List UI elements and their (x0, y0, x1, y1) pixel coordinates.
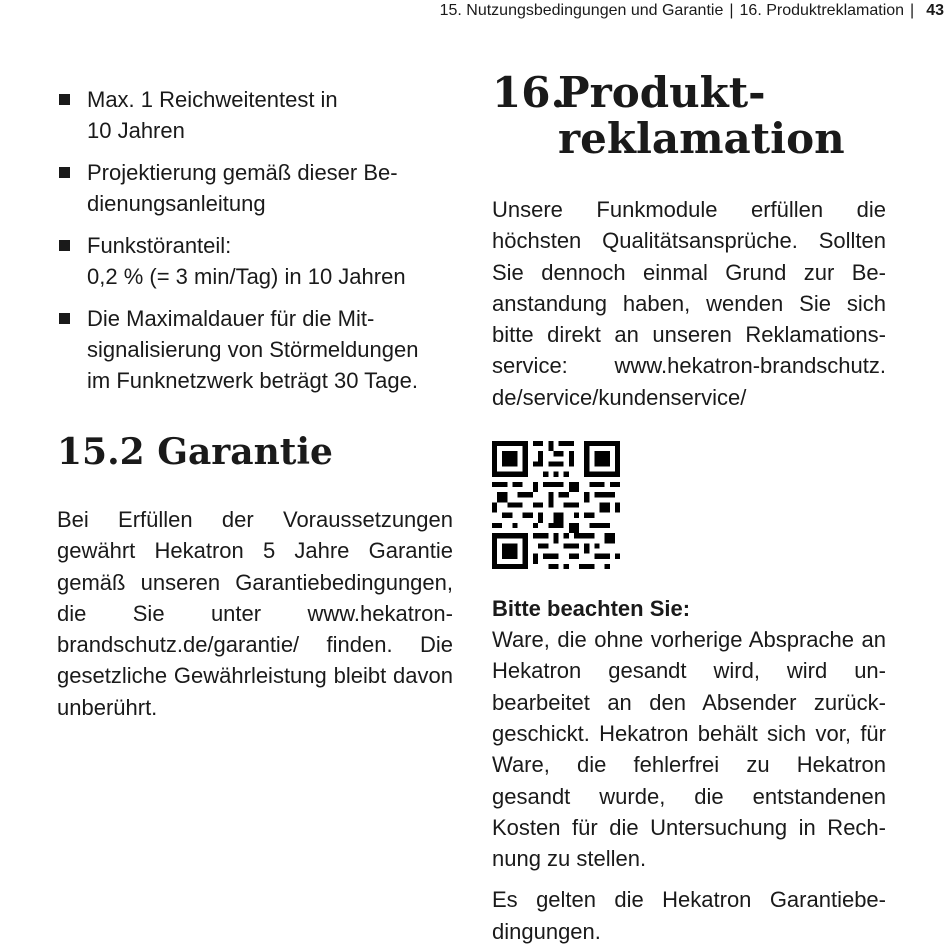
header-section-right: 16. Produktreklamation (739, 2, 905, 19)
bullet-square-icon (59, 240, 70, 251)
list-item-text: Max. 1 Reichweitentest in (87, 87, 338, 112)
heading-line: Produkt- (558, 68, 766, 117)
list-item-text: dienungsanleitung (87, 191, 266, 216)
note-title: Bitte beachten Sie: (492, 596, 691, 622)
requirements-list (57, 84, 453, 396)
list-item-text: Projektierung gemäß dieser Be- (87, 160, 398, 185)
final-paragraph: Es gelten die Hekatron Garantiebedingungen. (492, 887, 886, 944)
section-heading-produktreklamation (492, 70, 886, 162)
header-separator: | (910, 2, 915, 19)
list-item-text: signalisierung von Störmeldungen (87, 337, 419, 362)
list-item-text: im Funknetzwerk beträgt 30 Tage. (87, 368, 418, 393)
header-separator: | (729, 2, 734, 19)
reklamation-paragraph: Unsere Funkmodule erfüllen die höchsten Qualitätsansprüche. Sollten Sie dennoch einmal Grund zur Beanstandung haben, wenden Sie sich bitte direkt an unseren Reklamationsservice: www.hekatron-brandschutz.​de/service/kundenservice/ (492, 197, 886, 410)
heading-number: 16. (492, 68, 566, 117)
page-number: 43 (926, 2, 944, 19)
garantie-paragraph: Bei Erfüllen der Voraussetzungen gewährt Hekatron 5 Jahre Garantie gemäß unseren Garantiebedingungen, die Sie unter www.hekatronbrandschutz.de/garantie/ finden. Die gesetzliche Gewährleistung bleibt davon unberührt. (57, 507, 453, 720)
left-column (57, 84, 453, 723)
list-item (57, 84, 453, 146)
header-section-left: 15. Nutzungsbedingungen und Garantie (439, 2, 724, 19)
note-paragraph: Ware, die ohne vorherige Absprache an Hekatron gesandt wird, wird unbearbeitet an den Absender zurückgeschickt. Hekatron behält sich vor, für Ware, die fehlerfrei zu Hekatron gesandt wurde, die entstandenen Kosten für die Untersuchung in Rechnung zu stellen. (492, 627, 886, 872)
section-heading-garantie: 15.2 Garantie (57, 431, 333, 473)
right-column (492, 70, 886, 947)
list-item-text: Funkstöranteil: (87, 233, 232, 258)
list-item (57, 230, 453, 292)
list-item-text: 10 Jahren (87, 118, 185, 143)
list-item-text: 0,2 % (= 3 min/Tag) in 10 Jahren (87, 264, 406, 289)
qr-code-icon (492, 441, 620, 569)
bullet-square-icon (59, 313, 70, 324)
running-header (440, 0, 944, 22)
bullet-square-icon (59, 167, 70, 178)
list-item (57, 303, 453, 396)
bullet-square-icon (59, 94, 70, 105)
heading-line: reklamation (558, 114, 845, 163)
list-item (57, 157, 453, 219)
list-item-text: Die Maximaldauer für die Mit- (87, 306, 375, 331)
